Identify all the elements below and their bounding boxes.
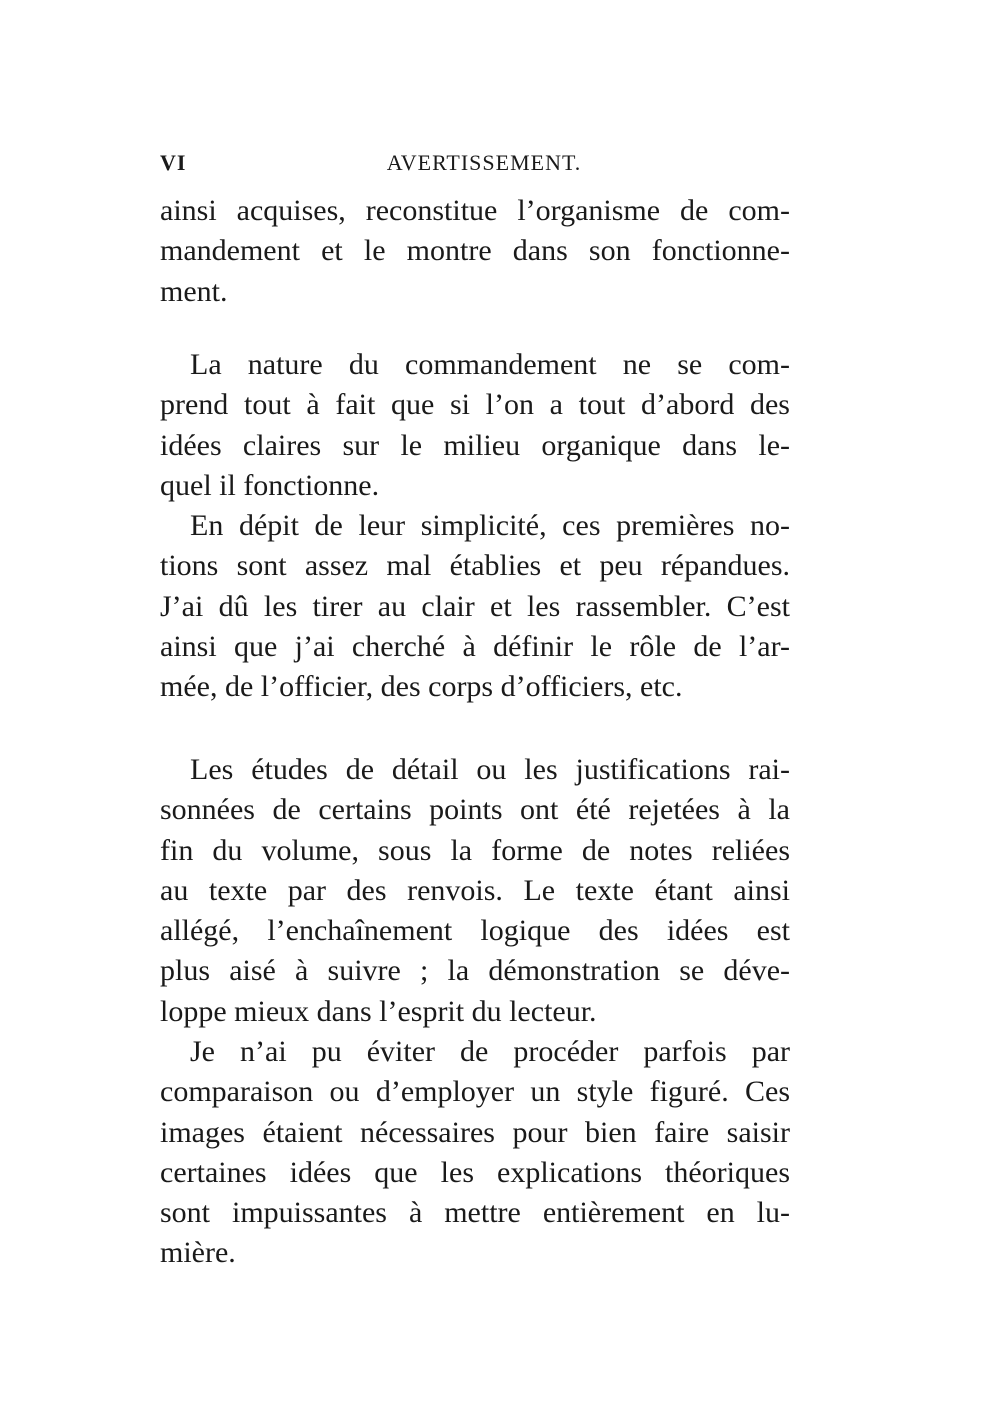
- text-line: mière.: [160, 1236, 236, 1270]
- text-line: ainsi que j’ai cherché à définir le rôle de l’ar-: [160, 629, 790, 663]
- text-line: ment.: [160, 274, 228, 308]
- text-line: images étaient nécessaires pour bien faire saisir: [160, 1115, 790, 1149]
- text-line: La nature du commandement ne se com-: [190, 348, 790, 381]
- paragraph-4: [160, 750, 790, 1032]
- text-line: J’ai dû les tirer au clair et les rassembler. C’est: [160, 589, 790, 623]
- text-line: quel il fonctionne.: [160, 468, 380, 502]
- text-line: loppe mieux dans l’esprit du lecteur.: [160, 994, 597, 1028]
- text-line: sont impuissantes à mettre entièrement en lu-: [160, 1196, 790, 1230]
- paragraph-5: [160, 1032, 790, 1274]
- text-line: Les études de détail ou les justifications rai-: [190, 753, 790, 786]
- text-line: ainsi acquises, reconstitue l’organisme de com-: [160, 194, 790, 227]
- text-line: prend tout à fait que si l’on a tout d’abord des: [160, 388, 790, 422]
- text-line: En dépit de leur simplicité, ces premières no-: [190, 509, 790, 542]
- text-line: fin du volume, sous la forme de notes reliées: [160, 833, 790, 867]
- page-number: VI: [160, 150, 187, 175]
- text-line: mandement et le montre dans son fonctionne-: [160, 234, 790, 268]
- text-line: idées claires sur le milieu organique dans le-: [160, 428, 790, 462]
- running-head: [160, 150, 788, 180]
- text-line: plus aisé à suivre ; la démonstration se déve-: [160, 954, 790, 988]
- text-line: allégé, l’enchaînement logique des idées est: [160, 914, 790, 948]
- paragraph-2: [160, 345, 790, 506]
- text-line: mée, de l’officier, des corps d’officiers, etc.: [160, 670, 683, 704]
- text-line: certaines idées que les explications théoriques: [160, 1155, 790, 1189]
- text-line: au texte par des renvois. Le texte étant ainsi: [160, 873, 790, 907]
- text-line: comparaison ou d’employer un style figuré. Ces: [160, 1075, 790, 1109]
- text-line: sonnées de certains points ont été rejetées à la: [160, 793, 790, 827]
- paragraph-1: [160, 191, 790, 312]
- running-title: AVERTISSEMENT.: [386, 150, 582, 175]
- text-line: Je n’ai pu éviter de procéder parfois par: [190, 1035, 790, 1068]
- text-line: tions sont assez mal établies et peu répandues.: [160, 549, 790, 583]
- paragraph-3: [160, 506, 790, 707]
